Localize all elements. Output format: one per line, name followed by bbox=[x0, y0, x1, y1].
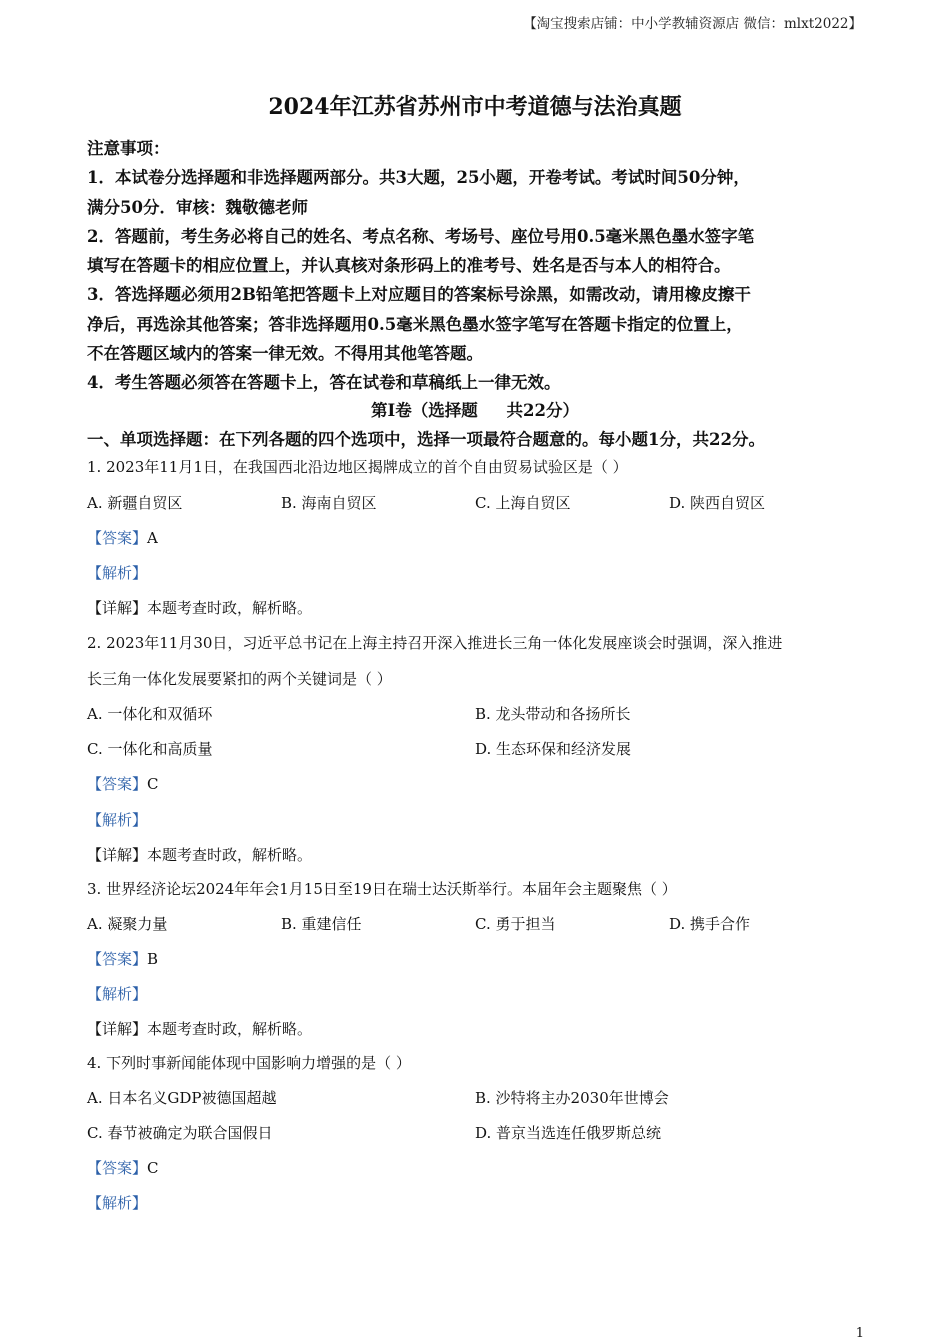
question-3-option-b: B. 重建信任 bbox=[281, 915, 362, 933]
answer-value: A bbox=[147, 529, 158, 547]
notice-line: 4．考生答题必须答在答题卡上，答在试卷和草稿纸上一律无效。 bbox=[87, 373, 561, 393]
question-1-answer bbox=[87, 527, 158, 548]
analysis-label: 【解析】 bbox=[87, 985, 148, 1003]
page-number: 1 bbox=[855, 1326, 864, 1341]
detail-text: 本题考查时政，解析略。 bbox=[147, 599, 313, 617]
question-3-stem: 3. 世界经济论坛2024年年会1月15日至19日在瑞士达沃斯举行。本届年会主题聚焦（ ） bbox=[87, 880, 677, 898]
question-2-stem-cont: 长三角一体化发展要紧扣的两个关键词是（ ） bbox=[87, 670, 392, 688]
analysis-label: 【解析】 bbox=[87, 1194, 148, 1212]
section-title: 第I卷（选择题 共22分） bbox=[371, 401, 579, 420]
question-2-analysis bbox=[87, 809, 147, 830]
question-3-answer bbox=[87, 948, 158, 969]
question-1-option-a: A. 新疆自贸区 bbox=[87, 494, 183, 512]
detail-label: 【详解】 bbox=[87, 599, 148, 617]
answer-value: C bbox=[147, 775, 159, 793]
question-3-option-a: A. 凝聚力量 bbox=[87, 915, 168, 933]
question-3-option-d: D. 携手合作 bbox=[669, 915, 751, 933]
notice-line: 净后，再选涂其他答案；答非选择题用0.5毫米黑色墨水签字笔写在答题卡指定的位置上， bbox=[87, 314, 743, 334]
notice-block bbox=[87, 134, 877, 398]
question-4-answer bbox=[87, 1157, 159, 1178]
question-2-option-a: A. 一体化和双循环 bbox=[87, 705, 213, 723]
question-1-analysis bbox=[87, 562, 147, 583]
answer-value: C bbox=[147, 1159, 159, 1177]
question-2-option-b: B. 龙头带动和各扬所长 bbox=[475, 705, 631, 723]
part-title: 一、单项选择题：在下列各题的四个选项中，选择一项最符合题意的。每小题1分，共22分。 bbox=[87, 430, 765, 449]
header-note: 【淘宝搜索店铺：中小学教辅资源店 微信：mlxt2022】 bbox=[523, 16, 862, 32]
question-2-option-c: C. 一体化和高质量 bbox=[87, 740, 213, 758]
question-1-detail bbox=[87, 597, 312, 618]
answer-label: 【答案】 bbox=[87, 775, 148, 793]
notice-line: 2．答题前，考生务必将自己的姓名、考点名称、考场号、座位号用0.5毫米黑色墨水签字笔 bbox=[87, 226, 755, 246]
answer-label: 【答案】 bbox=[87, 950, 148, 968]
notice-line: 满分50分．审核：魏敬德老师 bbox=[87, 197, 308, 217]
question-3-detail bbox=[87, 1018, 312, 1039]
notice-line: 1．本试卷分选择题和非选择题两部分。共3大题，25小题，开卷考试。考试时间50分钟， bbox=[87, 168, 750, 188]
question-4-option-b: B. 沙特将主办2030年世博会 bbox=[475, 1089, 669, 1107]
notice-line: 填写在答题卡的相应位置上，并认真核对条形码上的准考号、姓名是否与本人的相符合。 bbox=[87, 256, 731, 276]
question-1-option-d: D. 陕西自贸区 bbox=[669, 494, 766, 512]
question-4-option-d: D. 普京当选连任俄罗斯总统 bbox=[475, 1124, 662, 1142]
question-1-option-c: C. 上海自贸区 bbox=[475, 494, 571, 512]
question-2-detail bbox=[87, 844, 312, 865]
detail-text: 本题考查时政，解析略。 bbox=[147, 846, 313, 864]
question-2-stem: 2. 2023年11月30日，习近平总书记在上海主持召开深入推进长三角一体化发展座谈会时强调，深入推进 bbox=[87, 634, 783, 652]
analysis-label: 【解析】 bbox=[87, 564, 148, 582]
question-4-option-a: A. 日本名义GDP被德国超越 bbox=[87, 1089, 277, 1107]
detail-text: 本题考查时政，解析略。 bbox=[147, 1020, 313, 1038]
detail-label: 【详解】 bbox=[87, 846, 148, 864]
answer-label: 【答案】 bbox=[87, 1159, 148, 1177]
detail-label: 【详解】 bbox=[87, 1020, 148, 1038]
question-3-analysis bbox=[87, 983, 147, 1004]
question-1-stem: 1. 2023年11月1日，在我国西北沿边地区揭牌成立的首个自由贸易试验区是（ ） bbox=[87, 458, 628, 476]
notice-line: 3．答选择题必须用2B铅笔把答题卡上对应题目的答案标号涂黑，如需改动，请用橡皮擦干 bbox=[87, 285, 751, 305]
question-2-answer bbox=[87, 773, 159, 794]
question-4-option-c: C. 春节被确定为联合国假日 bbox=[87, 1124, 273, 1142]
question-4-analysis bbox=[87, 1192, 147, 1213]
notice-line: 不在答题区域内的答案一律无效。不得用其他笔答题。 bbox=[87, 344, 483, 364]
question-3-option-c: C. 勇于担当 bbox=[475, 915, 556, 933]
notice-heading: 注意事项： bbox=[87, 139, 170, 158]
question-1-option-b: B. 海南自贸区 bbox=[281, 494, 377, 512]
answer-value: B bbox=[147, 950, 159, 968]
page-title: 2024年江苏省苏州市中考道德与法治真题 bbox=[268, 94, 682, 120]
analysis-label: 【解析】 bbox=[87, 811, 148, 829]
question-2-option-d: D. 生态环保和经济发展 bbox=[475, 740, 632, 758]
answer-label: 【答案】 bbox=[87, 529, 148, 547]
question-4-stem: 4. 下列时事新闻能体现中国影响力增强的是（ ） bbox=[87, 1054, 411, 1072]
